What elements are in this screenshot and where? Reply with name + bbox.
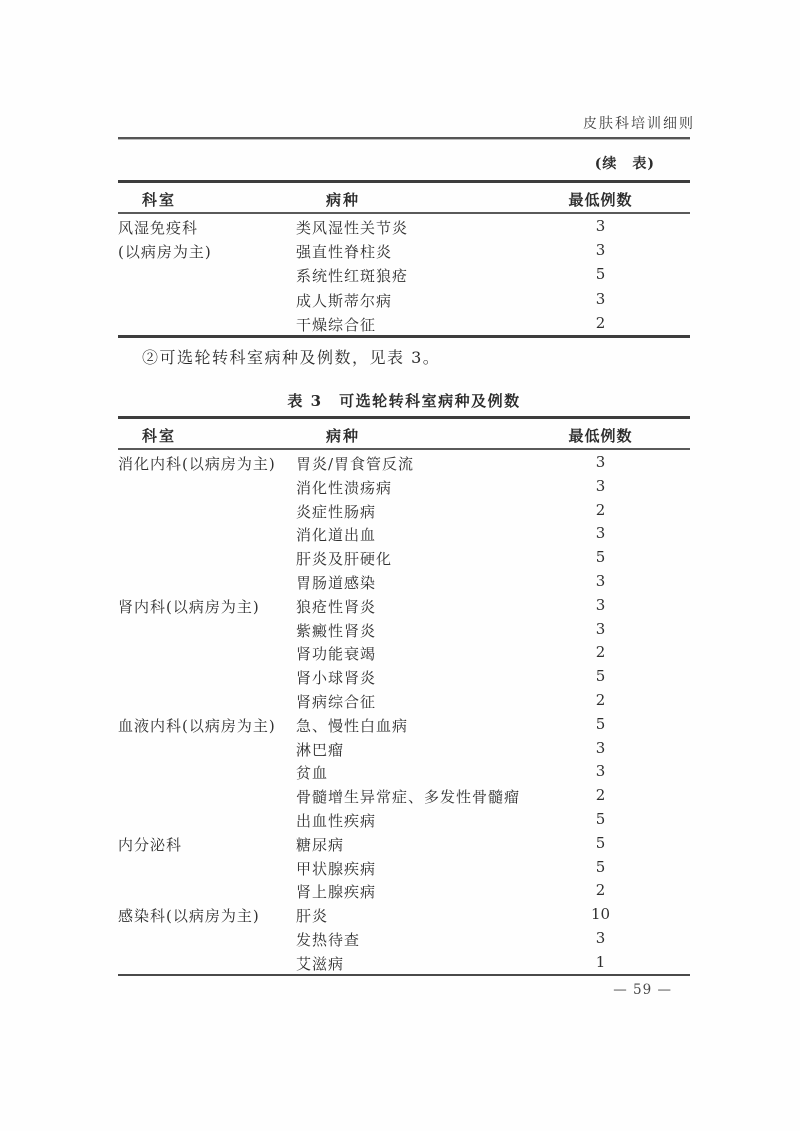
count-cell: 3 bbox=[595, 928, 606, 947]
count-cell: 2 bbox=[595, 690, 606, 709]
table-row bbox=[118, 640, 690, 664]
disease-cell: 甲状腺疾病 bbox=[296, 859, 377, 878]
count-cell: 2 bbox=[595, 313, 606, 332]
disease-cell: 淋巴瘤 bbox=[296, 740, 345, 759]
disease-cell: 狼疮性肾炎 bbox=[296, 597, 377, 616]
disease-cell: 艾滋病 bbox=[296, 954, 345, 973]
table-row bbox=[118, 783, 690, 807]
disease-cell: 炎症性肠病 bbox=[296, 502, 377, 521]
disease-cell: 肾功能衰竭 bbox=[296, 645, 377, 664]
disease-cell: 消化道出血 bbox=[296, 526, 377, 545]
count-cell: 3 bbox=[595, 738, 606, 757]
count-cell: 5 bbox=[595, 809, 606, 828]
disease-cell: 干燥综合征 bbox=[296, 315, 377, 334]
col-header-min-cases: 最低例数 bbox=[568, 427, 633, 445]
col-header-disease: 病种 bbox=[326, 191, 361, 209]
table-row bbox=[118, 807, 690, 831]
table-row bbox=[118, 855, 690, 879]
table-row bbox=[118, 262, 690, 286]
table-row bbox=[118, 878, 690, 902]
count-cell: 3 bbox=[595, 524, 606, 543]
disease-cell: 成人斯蒂尔病 bbox=[296, 291, 393, 310]
count-cell: 3 bbox=[595, 453, 606, 471]
dept-cell: 肾内科(以病房为主) bbox=[118, 597, 260, 616]
body-paragraph: ②可选轮转科室病种及例数，见表 3。 bbox=[142, 348, 441, 367]
table-row bbox=[118, 545, 690, 569]
count-cell: 10 bbox=[590, 905, 611, 924]
disease-cell: 消化性溃疡病 bbox=[296, 478, 393, 497]
table-row bbox=[118, 521, 690, 545]
count-cell: 5 bbox=[595, 714, 606, 733]
count-cell: 2 bbox=[595, 786, 606, 805]
disease-cell: 急、慢性白血病 bbox=[296, 716, 409, 735]
disease-cell: 出血性疾病 bbox=[296, 811, 377, 830]
disease-cell: 紫癜性肾炎 bbox=[296, 621, 377, 640]
count-cell: 3 bbox=[595, 619, 606, 638]
col-header-dept: 科室 bbox=[142, 191, 177, 209]
count-cell: 5 bbox=[595, 833, 606, 852]
disease-cell: 肾病综合征 bbox=[296, 692, 377, 711]
table-row bbox=[118, 759, 690, 783]
count-cell: 3 bbox=[595, 595, 606, 614]
table-header-row bbox=[118, 416, 690, 450]
dept-cell: (以病房为主) bbox=[118, 243, 212, 262]
table-row bbox=[118, 902, 690, 926]
count-cell: 3 bbox=[595, 241, 606, 260]
disease-cell: 类风湿性关节炎 bbox=[296, 219, 409, 237]
count-cell: 3 bbox=[595, 217, 606, 235]
table-row bbox=[118, 617, 690, 641]
count-cell: 5 bbox=[595, 667, 606, 686]
table-row bbox=[118, 474, 690, 498]
table3-caption: 表 3 可选轮转科室病种及例数 bbox=[287, 392, 521, 410]
table-row bbox=[118, 831, 690, 855]
table-row bbox=[118, 498, 690, 522]
table-row bbox=[118, 926, 690, 950]
count-cell: 5 bbox=[595, 548, 606, 567]
table-row bbox=[118, 664, 690, 688]
continued-table-label: (续 表) bbox=[594, 156, 655, 172]
page-number: — 59 — bbox=[613, 982, 672, 998]
count-cell: 3 bbox=[595, 289, 606, 308]
continued-table bbox=[118, 180, 690, 338]
count-cell: 3 bbox=[595, 571, 606, 590]
count-cell: 1 bbox=[595, 952, 606, 971]
table-row bbox=[118, 238, 690, 262]
disease-cell: 肾小球肾炎 bbox=[296, 669, 377, 688]
header-rule bbox=[118, 137, 690, 140]
table-row bbox=[118, 950, 690, 974]
dept-cell: 风湿免疫科 bbox=[118, 219, 199, 237]
dept-cell: 消化内科(以病房为主) bbox=[118, 455, 276, 473]
col-header-dept: 科室 bbox=[142, 427, 177, 445]
disease-cell: 系统性红斑狼疮 bbox=[296, 267, 409, 286]
count-cell: 2 bbox=[595, 881, 606, 900]
col-header-min-cases: 最低例数 bbox=[568, 191, 633, 209]
table-row bbox=[118, 450, 690, 474]
table3 bbox=[118, 416, 690, 976]
count-cell: 5 bbox=[595, 265, 606, 284]
disease-cell: 胃炎/胃食管反流 bbox=[296, 455, 415, 473]
table-row bbox=[118, 569, 690, 593]
count-cell: 2 bbox=[595, 643, 606, 662]
disease-cell: 胃肠道感染 bbox=[296, 573, 377, 592]
table-bottom-rule bbox=[118, 974, 690, 976]
table-row bbox=[118, 712, 690, 736]
running-header: 皮肤科培训细则 bbox=[583, 116, 695, 132]
count-cell: 3 bbox=[595, 762, 606, 781]
disease-cell: 肝炎及肝硬化 bbox=[296, 550, 393, 569]
count-cell: 3 bbox=[595, 476, 606, 495]
count-cell: 2 bbox=[595, 500, 606, 519]
disease-cell: 糖尿病 bbox=[296, 835, 345, 854]
disease-cell: 骨髓增生异常症、多发性骨髓瘤 bbox=[296, 788, 521, 807]
disease-cell: 肝炎 bbox=[296, 907, 329, 926]
table-row bbox=[118, 736, 690, 760]
table-row bbox=[118, 287, 690, 311]
disease-cell: 贫血 bbox=[296, 764, 329, 783]
table-row bbox=[118, 311, 690, 335]
dept-cell: 血液内科(以病房为主) bbox=[118, 716, 276, 735]
table-row bbox=[118, 688, 690, 712]
table-row bbox=[118, 214, 690, 238]
disease-cell: 发热待查 bbox=[296, 930, 361, 949]
disease-cell: 肾上腺疾病 bbox=[296, 883, 377, 902]
count-cell: 5 bbox=[595, 857, 606, 876]
dept-cell: 感染科(以病房为主) bbox=[118, 907, 260, 926]
disease-cell: 强直性脊柱炎 bbox=[296, 243, 393, 262]
col-header-disease: 病种 bbox=[326, 427, 361, 445]
table-header-row bbox=[118, 180, 690, 214]
table-row bbox=[118, 593, 690, 617]
dept-cell: 内分泌科 bbox=[118, 835, 183, 854]
table-bottom-rule bbox=[118, 335, 690, 338]
